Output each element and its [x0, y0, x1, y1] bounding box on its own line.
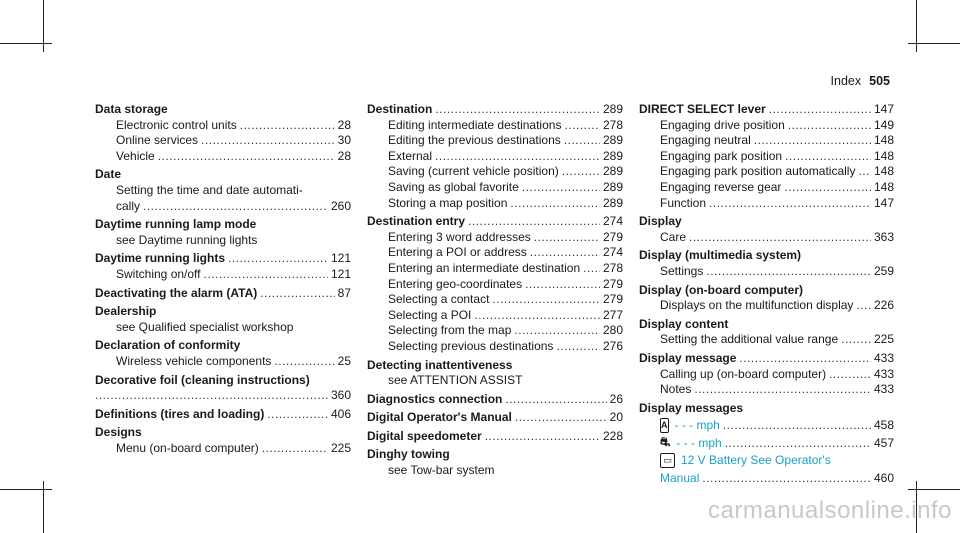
leader-dots — [505, 392, 606, 408]
page-ref: 147 — [873, 102, 894, 116]
subentry-label: Calling up (on-board computer) — [660, 366, 827, 381]
leader-dots — [158, 149, 335, 165]
page-ref: 278 — [602, 260, 623, 275]
crop-mark — [0, 43, 52, 44]
index-heading: Display messages — [639, 400, 744, 415]
index-column-1 — [95, 102, 351, 459]
index-subentry[interactable] — [367, 133, 623, 149]
subentry-label: Care — [660, 229, 687, 244]
index-entry — [367, 410, 623, 426]
leader-dots — [739, 351, 871, 367]
subentry-label: Notes — [660, 382, 692, 397]
leader-dots — [725, 436, 871, 452]
page-ref: 457 — [873, 435, 894, 450]
index-subentry[interactable] — [367, 308, 623, 324]
index-heading-row[interactable] — [367, 392, 623, 408]
index-subentry[interactable] — [367, 196, 623, 212]
leader-dots — [95, 388, 328, 404]
page-ref: 289 — [602, 133, 623, 148]
page-ref: 121 — [330, 266, 351, 281]
leader-dots — [564, 118, 600, 134]
index-subentry[interactable] — [367, 292, 623, 308]
index-entry — [639, 214, 894, 245]
page-ref: 148 — [873, 133, 894, 148]
page-ref: 279 — [602, 276, 623, 291]
leader-dots — [228, 251, 328, 267]
index-entry — [367, 447, 623, 478]
page-header — [831, 74, 890, 88]
page-ref: 433 — [873, 366, 894, 381]
speed-limiter-icon: A — [660, 418, 669, 433]
index-heading[interactable]: Digital Operator's Manual — [367, 410, 512, 425]
page-ref: 280 — [602, 323, 623, 338]
subentry-label: Online services — [116, 133, 199, 148]
index-subentry[interactable] — [639, 230, 894, 246]
index-heading-row[interactable] — [639, 351, 894, 367]
index-subentry[interactable] — [95, 118, 351, 134]
page-ref: 30 — [337, 133, 351, 148]
index-subentry[interactable] — [367, 277, 623, 293]
index-entry — [639, 351, 894, 398]
index-entry — [639, 102, 894, 211]
index-heading: Decorative foil (cleaning instructions) — [95, 372, 310, 387]
index-subentry[interactable] — [367, 323, 623, 339]
subentry-label: Engaging reverse gear — [660, 179, 782, 194]
leader-dots — [841, 332, 871, 348]
see-reference[interactable]: see Tow-bar system — [388, 463, 495, 478]
subentry-label: Engaging drive position — [660, 117, 785, 132]
index-subentry[interactable] — [95, 354, 351, 370]
leader-dots — [260, 286, 334, 302]
index-heading-row[interactable] — [367, 429, 623, 445]
index-subentry[interactable] — [639, 180, 894, 196]
index-heading-row[interactable] — [95, 251, 351, 267]
page-ref: 363 — [873, 229, 894, 244]
index-subentry[interactable] — [639, 133, 894, 149]
leader-dots — [709, 196, 871, 212]
index-subentry[interactable] — [367, 164, 623, 180]
index-entry — [95, 286, 351, 302]
index-heading: Display — [639, 214, 682, 229]
index-subentry[interactable] — [95, 199, 351, 215]
index-heading: Display content — [639, 316, 729, 331]
index-subentry[interactable] — [367, 261, 623, 277]
index-subentry[interactable] — [367, 339, 623, 355]
page-ref: 147 — [873, 195, 894, 210]
subentry-label: External — [388, 148, 433, 163]
index-subentry[interactable] — [639, 149, 894, 165]
subentry-label: Saving (current vehicle position) — [388, 164, 559, 179]
subentry-label: Selecting from the map — [388, 323, 512, 338]
index-subentry[interactable] — [367, 149, 623, 165]
index-subentry[interactable] — [95, 149, 351, 165]
index-heading-row[interactable] — [639, 102, 894, 118]
page-ref: 277 — [602, 307, 623, 322]
index-entry — [367, 358, 623, 389]
subentry-label: Function — [660, 195, 707, 210]
subentry-label: Engaging neutral — [660, 133, 751, 148]
leader-dots — [706, 264, 871, 280]
leader-dots — [492, 292, 600, 308]
index-heading[interactable]: Display message — [639, 350, 737, 365]
leader-dots — [485, 429, 600, 445]
display-message-item-cont[interactable] — [639, 471, 894, 487]
page-ref: 148 — [873, 148, 894, 163]
subentry-label: Editing the previous destinations — [388, 133, 561, 148]
subentry-label: Entering an intermediate destination — [388, 260, 581, 275]
index-subentry[interactable] — [367, 230, 623, 246]
subentry-label: Saving as global favorite — [388, 179, 519, 194]
index-heading: Display (on-board computer) — [639, 282, 804, 297]
watermark: carmanualsonline.info — [708, 497, 952, 524]
index-subentry[interactable] — [639, 118, 894, 134]
leader-dots — [785, 149, 871, 165]
leader-dots — [201, 133, 335, 149]
index-entry — [639, 248, 894, 279]
index-heading[interactable]: Definitions (tires and loading) — [95, 406, 265, 421]
index-entry — [367, 429, 623, 445]
subentry-label: Menu (on-board computer) — [116, 440, 259, 455]
page-ref: 279 — [602, 229, 623, 244]
index-column-3 — [639, 102, 894, 490]
leader-dots — [514, 323, 600, 339]
page-ref: 433 — [873, 382, 894, 397]
section-title: Index — [830, 74, 862, 88]
page-ref: 279 — [602, 292, 623, 307]
page-ref: 360 — [330, 388, 351, 403]
see-reference[interactable]: see Daytime running lights — [116, 232, 258, 247]
subentry-label: Engaging park position automatically — [660, 164, 856, 179]
page-ref: 28 — [337, 148, 351, 163]
leader-dots — [858, 164, 871, 180]
leader-dots — [694, 382, 871, 398]
message-text[interactable]: - - - mph — [676, 435, 722, 450]
leader-dots — [474, 308, 600, 324]
subentry-label: Entering geo-coordinates — [388, 276, 523, 291]
index-entry — [95, 338, 351, 369]
page-ref: 28 — [337, 117, 351, 132]
message-text[interactable]: Manual — [660, 471, 700, 486]
leader-dots — [435, 149, 600, 165]
leader-dots — [754, 133, 871, 149]
index-entry — [367, 392, 623, 408]
page-ref: 458 — [873, 418, 894, 433]
page-ref: 289 — [602, 179, 623, 194]
page-ref: 26 — [609, 391, 623, 406]
page-ref: 289 — [602, 148, 623, 163]
display-message-item[interactable] — [639, 453, 894, 469]
leader-dots — [522, 180, 600, 196]
index-entry — [639, 283, 894, 314]
subentry-label: Settings — [660, 263, 704, 278]
leader-dots — [769, 102, 871, 118]
subentry-label: Displays on the multifunction display — [660, 298, 854, 313]
leader-dots — [534, 230, 600, 246]
subentry-label[interactable]: Setting the time and date automati- — [116, 182, 303, 197]
index-entry — [95, 407, 351, 423]
leader-dots — [689, 230, 871, 246]
index-subentry[interactable] — [639, 264, 894, 280]
index-entry — [95, 373, 351, 404]
cruise-control-car-icon: ⛐ — [660, 434, 671, 449]
leader-dots — [143, 199, 328, 215]
index-subentry[interactable] — [367, 180, 623, 196]
index-heading-row[interactable] — [367, 214, 623, 230]
crop-mark — [43, 481, 44, 533]
message-text[interactable]: - - - mph — [674, 418, 720, 433]
display-message-item[interactable] — [639, 418, 894, 434]
index-subentry[interactable] — [639, 164, 894, 180]
crop-mark — [0, 489, 52, 490]
page-ref: 289 — [602, 102, 623, 116]
index-subentry[interactable] — [367, 118, 623, 134]
index-entry — [95, 217, 351, 248]
leader-dots — [723, 418, 871, 434]
index-heading: Dealership — [95, 304, 157, 319]
subentry-label: Entering 3 word addresses — [388, 229, 531, 244]
page-ref: 87 — [337, 285, 351, 300]
index-heading: Dinghy towing — [367, 447, 450, 462]
index-heading: Declaration of conformity — [95, 338, 241, 353]
leader-dots — [435, 102, 600, 118]
index-heading[interactable]: DIRECT SELECT lever — [639, 102, 766, 116]
index-entry — [95, 304, 351, 335]
subentry-label: Selecting a POI — [388, 307, 472, 322]
index-subentry[interactable] — [639, 332, 894, 348]
page-ref: 228 — [602, 428, 623, 443]
index-heading[interactable]: Deactivating the alarm (ATA) — [95, 285, 258, 300]
page-ref: 289 — [602, 164, 623, 179]
index-column-2 — [367, 102, 623, 482]
crop-mark — [916, 0, 917, 52]
page-ref: 433 — [873, 350, 894, 365]
page-ref: 278 — [602, 117, 623, 132]
leader-dots — [240, 118, 335, 134]
leader-dots — [204, 267, 328, 283]
page-ref: 274 — [602, 245, 623, 260]
subentry-label: Storing a map position — [388, 195, 508, 210]
leader-dots — [564, 133, 600, 149]
page-ref: 460 — [873, 471, 894, 486]
leader-dots — [562, 164, 600, 180]
index-entry — [639, 317, 894, 348]
index-heading-row[interactable] — [95, 407, 351, 423]
battery-icon: ▭ — [660, 453, 675, 468]
leader-dots — [556, 339, 600, 355]
page-ref: 225 — [330, 440, 351, 455]
index-subentry[interactable] — [639, 298, 894, 314]
leader-dots — [510, 196, 600, 212]
index-heading: Data storage — [95, 102, 168, 116]
index-heading[interactable]: Destination entry — [367, 214, 466, 229]
index-entry — [367, 214, 623, 354]
page-ref: 148 — [873, 179, 894, 194]
page-ref: 25 — [337, 353, 351, 368]
see-reference[interactable]: see Qualified specialist workshop — [116, 319, 294, 334]
index-heading: Date — [95, 167, 122, 182]
subentry-label: cally — [116, 198, 141, 213]
index-subentry[interactable] — [95, 133, 351, 149]
index-heading[interactable]: Destination — [367, 102, 433, 116]
leader-dots — [583, 261, 600, 277]
crop-mark — [43, 0, 44, 52]
index-entry — [367, 102, 623, 211]
index-subentry[interactable] — [639, 382, 894, 398]
index-entry — [95, 251, 351, 282]
index-heading: Designs — [95, 425, 142, 440]
subentry-label: Selecting previous destinations — [388, 338, 554, 353]
page-ref: 406 — [330, 406, 351, 421]
page-ref: 121 — [330, 251, 351, 266]
leader-dots — [525, 277, 600, 293]
index-heading[interactable]: Diagnostics connection — [367, 391, 503, 406]
leader-dots — [788, 118, 871, 134]
index-heading-row[interactable] — [367, 102, 623, 118]
index-subentry[interactable] — [367, 245, 623, 261]
page-ref: 260 — [330, 198, 351, 213]
index-entry — [95, 102, 351, 164]
subentry-label: Electronic control units — [116, 117, 237, 132]
index-entry — [95, 167, 351, 214]
page-ref: 20 — [609, 410, 623, 425]
leader-dots — [515, 410, 607, 426]
page-ref: 289 — [602, 195, 623, 210]
message-text[interactable]: 12 V Battery See Operator's — [681, 453, 831, 468]
index-subentry[interactable] — [95, 441, 351, 457]
index-entry — [639, 401, 894, 487]
display-message-item[interactable] — [639, 436, 894, 452]
leader-dots — [468, 214, 600, 230]
index-entry — [95, 425, 351, 456]
subentry-label: Switching on/off — [116, 266, 201, 281]
subentry-label: Vehicle — [116, 148, 155, 163]
index-heading-row[interactable] — [367, 410, 623, 426]
subentry-label: Editing intermediate destinations — [388, 117, 562, 132]
subentry-label: Wireless vehicle components — [116, 353, 272, 368]
index-heading: Daytime running lamp mode — [95, 217, 257, 232]
index-subentry[interactable] — [95, 267, 351, 283]
leader-dots — [702, 471, 871, 487]
page-ref: 149 — [873, 117, 894, 132]
subentry-label: Setting the additional value range — [660, 332, 839, 347]
index-heading: Display (multimedia system) — [639, 248, 802, 263]
subentry-label: Selecting a contact — [388, 292, 490, 307]
leader-dots — [784, 180, 871, 196]
page-ref: 226 — [873, 298, 894, 313]
index-heading-row[interactable] — [95, 286, 351, 302]
index-heading[interactable]: Digital speedometer — [367, 428, 482, 443]
page-ref: 274 — [602, 214, 623, 229]
leader-dots — [530, 245, 600, 261]
index-subentry[interactable] — [639, 196, 894, 212]
leader-dots — [274, 354, 334, 370]
index-heading: Detecting inattentiveness — [367, 357, 513, 372]
leader-dots — [267, 407, 328, 423]
index-heading[interactable]: Daytime running lights — [95, 251, 226, 266]
subentry-label: Entering a POI or address — [388, 245, 527, 260]
leader-dots — [262, 441, 328, 457]
leader-dots — [829, 367, 871, 383]
page-ref: 148 — [873, 164, 894, 179]
page-ref: 225 — [873, 332, 894, 347]
page-ref: 259 — [873, 263, 894, 278]
page-number: 505 — [869, 74, 890, 88]
index-page-row[interactable] — [95, 388, 351, 404]
index-subentry[interactable] — [639, 367, 894, 383]
page-ref: 276 — [602, 338, 623, 353]
see-reference[interactable]: see ATTENTION ASSIST — [388, 373, 523, 388]
subentry-label: Engaging park position — [660, 148, 783, 163]
leader-dots — [856, 298, 871, 314]
